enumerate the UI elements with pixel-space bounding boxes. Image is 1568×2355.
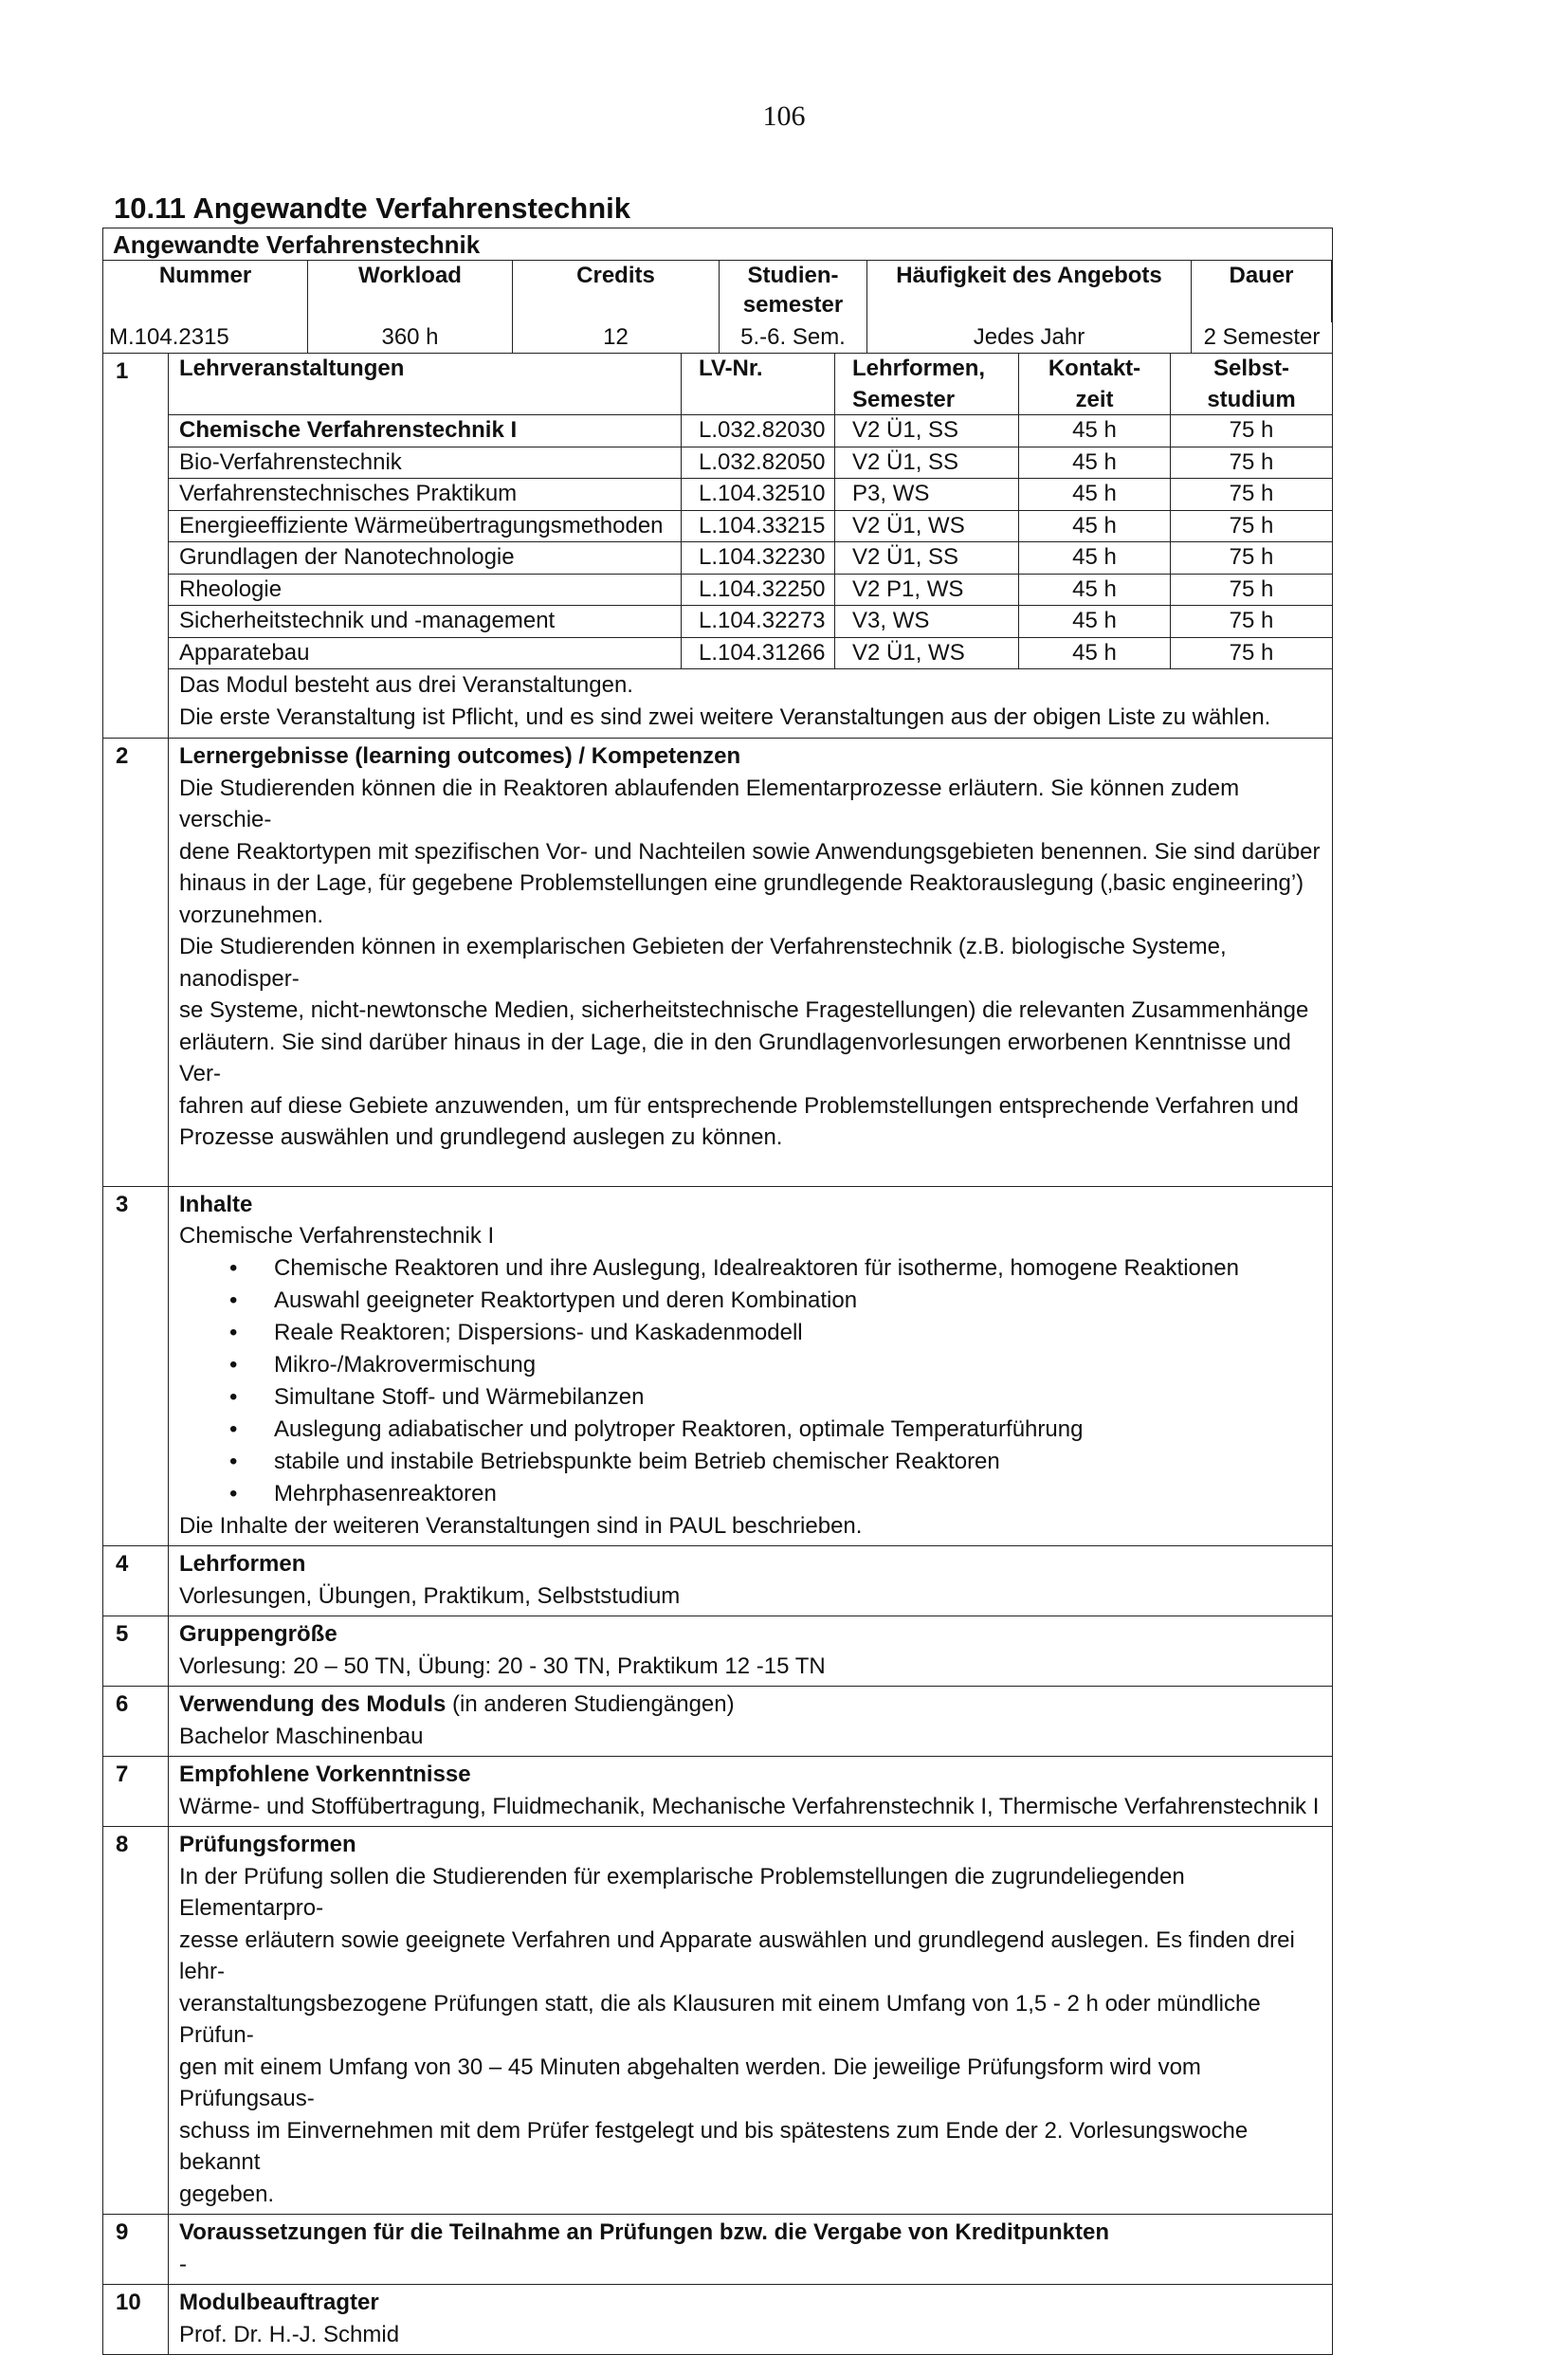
section-heading: Gruppengröße — [179, 1621, 337, 1647]
course-kontaktzeit: 45 h — [1019, 542, 1171, 575]
section-7 — [103, 1757, 1332, 1827]
section-1 — [103, 354, 1332, 739]
section-heading: Lernergebnisse (learning outcomes) / Kompetenzen — [179, 743, 741, 769]
text-line: Prozesse auswählen und grundlegend auslegen zu können. — [179, 1124, 783, 1150]
course-lv-nr: L.104.32250 — [682, 575, 835, 607]
text-line: In der Prüfung sollen die Studierenden für exemplarische Problemstellungen die zugrundeliegenden Elementarpro- — [179, 1863, 1185, 1921]
section-8-content — [169, 1827, 1332, 2214]
section-number: 10 — [103, 2285, 169, 2354]
section-7-content — [169, 1757, 1332, 1826]
course-lv-nr: L.032.82050 — [682, 447, 835, 480]
section-1-content — [169, 354, 1332, 738]
col-header-lv-nr: LV-Nr. — [682, 354, 835, 415]
section-number: 2 — [103, 739, 169, 1186]
course-lehrform: V2 Ü1, SS — [835, 447, 1019, 480]
list-item: • Mikro-/Makrovermischung — [274, 1349, 1322, 1381]
section-text: Prof. Dr. H.-J. Schmid — [179, 2321, 400, 2347]
section-footer-text: Die Inhalte der weiteren Veranstaltungen sind in PAUL beschrieben. — [179, 1512, 863, 1539]
text-line: zesse erläutern sowie geeignete Verfahren und Apparate auswählen und grundlegend auslegen. Es finden drei lehr- — [179, 1926, 1295, 1984]
text-line: gen mit einem Umfang von 30 – 45 Minuten abgehalten werden. Die jeweilige Prüfungsform wird vom Prüfungsaus- — [179, 2054, 1201, 2111]
course-name: Apparatebau — [169, 638, 682, 670]
section-heading-suffix: (in anderen Studiengängen) — [446, 1691, 735, 1717]
section-6 — [103, 1687, 1332, 1757]
course-kontaktzeit: 45 h — [1019, 575, 1171, 607]
header-label-haeufigkeit: Häufigkeit des Angebots — [867, 261, 1192, 322]
section-number: 7 — [103, 1757, 169, 1826]
course-selbststudium: 75 h — [1171, 415, 1332, 447]
course-lv-nr: L.104.32510 — [682, 479, 835, 511]
section-heading: Empfohlene Vorkenntnisse — [179, 1762, 471, 1787]
header-value-credits: 12 — [513, 322, 720, 353]
section-4-content — [169, 1546, 1332, 1616]
page-number: 106 — [762, 100, 806, 132]
section-number: 6 — [103, 1687, 169, 1756]
course-kontaktzeit: 45 h — [1019, 638, 1171, 670]
course-kontaktzeit: 45 h — [1019, 606, 1171, 638]
text-line: vorzunehmen. — [179, 902, 324, 928]
course-kontaktzeit: 45 h — [1019, 447, 1171, 480]
section-text: Vorlesungen, Übungen, Praktikum, Selbststudium — [179, 1582, 681, 1609]
col-header-lehrveranstaltungen: Lehrveranstaltungen — [169, 354, 682, 415]
module-header — [103, 261, 1332, 354]
text-line: se Systeme, nicht-newtonsche Medien, sicherheitstechnische Fragestellungen) die relevanten Zusammenhänge — [179, 997, 1309, 1023]
section-text: - — [179, 2251, 187, 2277]
course-lehrform: V2 Ü1, WS — [835, 511, 1019, 543]
header-label-dauer: Dauer — [1192, 261, 1332, 322]
course-name: Chemische Verfahrenstechnik I — [169, 415, 682, 447]
course-lehrform: V2 P1, WS — [835, 575, 1019, 607]
header-label-nummer: Nummer — [103, 261, 308, 322]
text-line: hinaus in der Lage, für gegebene Problemstellungen eine grundlegende Reaktorauslegung (‚basic engineering’) — [179, 870, 1304, 896]
text-line: Die Studierenden können die in Reaktoren ablaufenden Elementarprozesse erläutern. Sie können zudem verschie- — [179, 775, 1240, 832]
section-heading: Modulbeauftragter — [179, 2290, 379, 2315]
section-number: 4 — [103, 1546, 169, 1616]
section-3 — [103, 1187, 1332, 1547]
section-title: 10.11 Angewandte Verfahrenstechnik — [114, 192, 631, 225]
course-selbststudium: 75 h — [1171, 542, 1332, 575]
course-name: Bio-Verfahrenstechnik — [169, 447, 682, 480]
course-lv-nr: L.104.33215 — [682, 511, 835, 543]
course-lv-nr: L.104.32273 — [682, 606, 835, 638]
course-name: Sicherheitstechnik und -management — [169, 606, 682, 638]
module-table — [102, 228, 1333, 2355]
course-lv-nr: L.032.82030 — [682, 415, 835, 447]
section-text: Vorlesung: 20 – 50 TN, Übung: 20 - 30 TN, Praktikum 12 -15 TN — [179, 1652, 826, 1679]
course-kontaktzeit: 45 h — [1019, 415, 1171, 447]
course-selbststudium: 75 h — [1171, 638, 1332, 670]
course-kontaktzeit: 45 h — [1019, 479, 1171, 511]
section-heading-line — [179, 1689, 1322, 1721]
course-selbststudium: 75 h — [1171, 511, 1332, 543]
header-label-credits: Credits — [513, 261, 720, 322]
section-8 — [103, 1827, 1332, 2215]
section-number: 8 — [103, 1827, 169, 2214]
section-3-content — [169, 1187, 1332, 1546]
section-heading: Voraussetzungen für die Teilnahme an Prüfungen bzw. die Vergabe von Kreditpunkten — [179, 2219, 1110, 2245]
list-item: • stabile und instabile Betriebspunkte beim Betrieb chemischer Reaktoren — [274, 1446, 1322, 1478]
list-item: • Auswahl geeigneter Reaktortypen und deren Kombination — [274, 1285, 1322, 1317]
section-number: 9 — [103, 2215, 169, 2284]
text-line: dene Reaktortypen mit spezifischen Vor- und Nachteilen sowie Anwendungsgebieten benennen. Sie sind darüber — [179, 838, 1321, 865]
section-heading: Inhalte — [179, 1191, 253, 1217]
content-bullet-list — [179, 1252, 1322, 1510]
section-number: 5 — [103, 1616, 169, 1686]
header-label-studiensemester: Studien- semester — [720, 261, 867, 322]
course-lehrform: V3, WS — [835, 606, 1019, 638]
course-lv-nr: L.104.32230 — [682, 542, 835, 575]
header-value-dauer: 2 Semester — [1203, 324, 1321, 350]
course-name: Rheologie — [169, 575, 682, 607]
section-heading: Verwendung des Moduls — [179, 1691, 447, 1717]
course-selbststudium: 75 h — [1171, 447, 1332, 480]
list-item: • Auslegung adiabatischer und polytroper Reaktoren, optimale Temperaturführung — [274, 1414, 1322, 1446]
section-10 — [103, 2285, 1332, 2354]
course-name: Verfahrenstechnisches Praktikum — [169, 479, 682, 511]
text-line: gegeben. — [179, 2181, 275, 2207]
course-note-line: Das Modul besteht aus drei Veranstaltungen. — [179, 672, 633, 698]
list-item: • Mehrphasenreaktoren — [274, 1478, 1322, 1510]
course-kontaktzeit: 45 h — [1019, 511, 1171, 543]
section-2-content — [169, 739, 1332, 1186]
text-line: schuss im Einvernehmen mit dem Prüfer festgelegt und bis spätestens zum Ende der 2. Vorlesungswoche bekannt — [179, 2117, 1249, 2175]
course-lehrform: P3, WS — [835, 479, 1019, 511]
course-name: Grundlagen der Nanotechnologie — [169, 542, 682, 575]
section-heading: Lehrformen — [179, 1551, 306, 1577]
course-lehrform: V2 Ü1, SS — [835, 415, 1019, 447]
section-9 — [103, 2215, 1332, 2285]
course-note — [169, 669, 1332, 738]
course-note-line: Die erste Veranstaltung ist Pflicht, und es sind zwei weitere Veranstaltungen aus der obigen Liste zu wählen. — [179, 704, 1271, 730]
course-selbststudium: 75 h — [1171, 606, 1332, 638]
col-header-selbststudium: Selbst- studium — [1171, 354, 1332, 415]
header-value-haeufigkeit: Jedes Jahr — [867, 322, 1192, 353]
text-line: fahren auf diese Gebiete anzuwenden, um für entsprechende Problemstellungen entsprechende Verfahren und — [179, 1092, 1299, 1119]
section-text: Wärme- und Stoffübertragung, Fluidmechanik, Mechanische Verfahrenstechnik I, Thermische Verfahrenstechnik I — [179, 1793, 1320, 1819]
list-item: • Chemische Reaktoren und ihre Auslegung, Idealreaktoren für isotherme, homogene Reaktionen — [274, 1252, 1322, 1285]
course-selbststudium: 75 h — [1171, 479, 1332, 511]
section-6-content — [169, 1687, 1332, 1756]
text-line: veranstaltungsbezogene Prüfungen statt, die als Klausuren mit einem Umfang von 1,5 - 2 h oder mündliche Prüfun- — [179, 1990, 1261, 2048]
section-heading: Prüfungsformen — [179, 1832, 356, 1857]
section-number: 3 — [103, 1187, 169, 1546]
section-9-content — [169, 2215, 1332, 2284]
text-line: Die Studierenden können in exemplarischen Gebieten der Verfahrenstechnik (z.B. biologische Systeme, nanodisper- — [179, 934, 1227, 992]
course-lehrform: V2 Ü1, SS — [835, 542, 1019, 575]
list-item: • Reale Reaktoren; Dispersions- und Kaskadenmodell — [274, 1317, 1322, 1349]
list-item: • Simultane Stoff- und Wärmebilanzen — [274, 1381, 1322, 1414]
header-value-studiensemester: 5.-6. Sem. — [720, 322, 867, 353]
header-value-nummer: M.104.2315 — [103, 322, 308, 353]
course-lv-nr: L.104.31266 — [682, 638, 835, 670]
course-selbststudium: 75 h — [1171, 575, 1332, 607]
module-name: Angewandte Verfahrenstechnik — [103, 228, 1332, 261]
course-name: Energieeffiziente Wärmeübertragungsmethoden — [169, 511, 682, 543]
section-number: 1 — [103, 354, 169, 738]
course-table — [169, 354, 1332, 669]
section-10-content — [169, 2285, 1332, 2354]
col-header-kontaktzeit: Kontakt- zeit — [1019, 354, 1171, 415]
section-5-content — [169, 1616, 1332, 1686]
col-header-lehrformen: Lehrformen, Semester — [835, 354, 1019, 415]
section-text: Bachelor Maschinenbau — [179, 1723, 424, 1749]
section-2 — [103, 739, 1332, 1187]
text-line: erläutern. Sie sind darüber hinaus in der Lage, die in den Grundlagenvorlesungen erworbenen Kenntnisse und Ver- — [179, 1029, 1291, 1086]
header-value-workload: 360 h — [308, 322, 513, 353]
section-4 — [103, 1546, 1332, 1616]
section-5 — [103, 1616, 1332, 1687]
course-lehrform: V2 Ü1, WS — [835, 638, 1019, 670]
header-label-workload: Workload — [308, 261, 513, 322]
section-subtitle: Chemische Verfahrenstechnik I — [179, 1223, 495, 1249]
